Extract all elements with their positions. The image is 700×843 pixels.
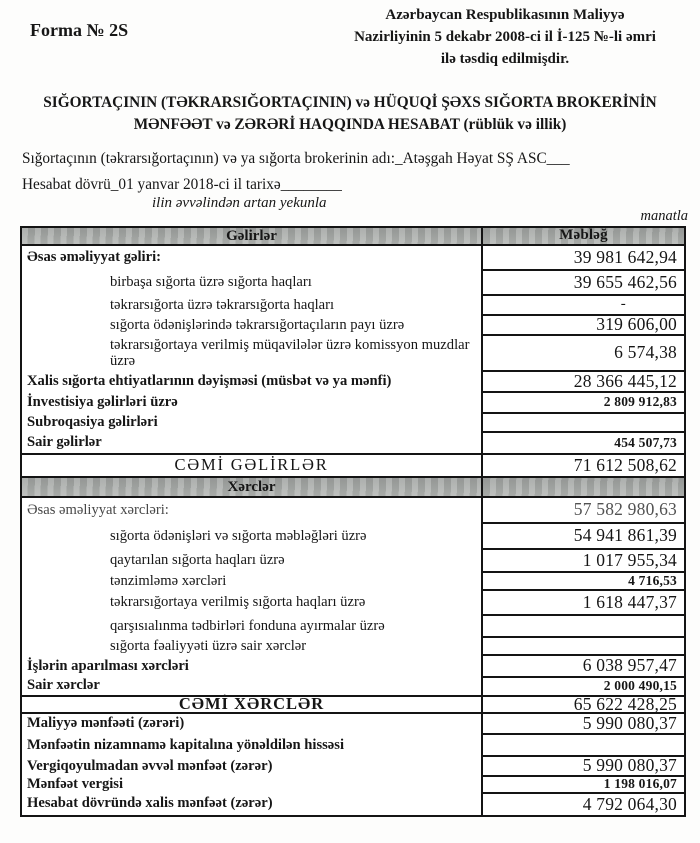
row-value: 454 507,73	[614, 434, 677, 450]
table-row	[22, 616, 684, 638]
table-row	[22, 271, 684, 296]
row-value: 2 000 490,15	[603, 678, 677, 694]
row-label: Mənfəət vergisi	[22, 777, 483, 794]
approval-line-3: ilə təsdiq edilmişdir.	[440, 50, 570, 67]
row-label: CƏMİ GƏLİRLƏR	[22, 455, 483, 476]
row-label: təkrarsığortaya verilmiş sığorta haqları üzrə	[22, 591, 483, 616]
row-label: Maliyyə mənfəəti (zərəri)	[22, 714, 483, 735]
row-label: Hesabat dövründə xalis mənfəət (zərər)	[22, 794, 483, 815]
amount-column-header: Məbləğ	[559, 227, 608, 244]
total-row	[22, 695, 684, 714]
row-value: 39 981 642,94	[483, 246, 684, 271]
row-label: İnvestisiya gəlirləri üzrə	[22, 393, 483, 414]
report-title-line-1: SIĞORTAÇININ (TƏKRARSIĞORTAÇININ) və HÜQUQİ ŞƏXS SIĞORTA BROKERİNİN	[43, 94, 657, 112]
report-title-line-2: MƏNFƏƏT və ZƏRƏRİ HAQQINDA HESABAT (rüblük və illik)	[133, 116, 567, 134]
row-label: təkrarsığorta üzrə təkrarsığorta haqları	[22, 296, 483, 316]
row-value: 4 716,53	[483, 573, 684, 591]
row-label: Gəlirlər	[22, 228, 483, 244]
table-row	[22, 336, 684, 372]
row-label: sığorta fəaliyyəti üzrə sair xərclər	[22, 638, 483, 656]
currency-note: manatla	[640, 207, 688, 224]
table-row	[22, 573, 684, 591]
row-label: təkrarsığortaya verilmiş müqavilələr üzrə komissyon muzdlar üzrə	[22, 336, 483, 372]
row-value: 28 366 445,12	[483, 372, 684, 393]
table-row	[22, 714, 684, 735]
table-row	[22, 246, 684, 271]
row-value: 4 792 064,30	[582, 793, 677, 814]
row-label: Mənfəətin nizamnamə kapitalına yönəldilən hissəsi	[22, 735, 483, 757]
form-number: Forma № 2S	[30, 20, 129, 40]
report-title	[0, 92, 700, 136]
row-value: 319 606,00	[483, 316, 684, 336]
approval-line-2: Nazirliyinin 5 dekabr 2008-ci il İ-125 №-li əmri	[354, 28, 656, 45]
section-header-row	[22, 478, 684, 498]
table-row	[22, 638, 684, 656]
report-table	[20, 226, 686, 817]
row-label: tənzimləmə xərcləri	[22, 573, 483, 591]
table-row	[22, 296, 684, 316]
row-value: 39 655 462,56	[483, 271, 684, 296]
table-row	[22, 316, 684, 336]
table-row	[22, 393, 684, 414]
row-value	[483, 735, 684, 757]
row-value: 5 990 080,37	[483, 714, 684, 735]
table-row	[22, 678, 684, 695]
row-value: 65 622 428,25	[573, 693, 677, 714]
page-header	[0, 0, 700, 70]
row-value: 6 574,38	[483, 336, 684, 372]
row-label: İşlərin aparılması xərcləri	[22, 656, 483, 678]
row-value: 6 038 957,47	[483, 656, 684, 678]
cumulative-note: ilin əvvəlindən artan yekunla	[152, 194, 327, 211]
column-header-row	[22, 228, 684, 246]
table-row	[22, 777, 684, 794]
table-row	[22, 656, 684, 678]
table-row	[22, 433, 684, 453]
approval-line-1: Azərbaycan Respublikasının Maliyyə	[385, 7, 625, 23]
row-value	[483, 616, 684, 638]
row-value: 54 941 861,39	[483, 524, 684, 550]
row-value: 5 990 080,37	[483, 757, 684, 777]
row-value: 1 017 955,34	[483, 550, 684, 573]
row-value: 1 198 016,07	[483, 777, 684, 794]
row-value	[483, 414, 684, 433]
row-value: 57 582 980,63	[483, 498, 684, 524]
table-row	[22, 414, 684, 433]
row-value	[483, 638, 684, 656]
table-row	[22, 550, 684, 573]
row-label: Subroqasiya gəlirləri	[22, 414, 483, 433]
row-value: 2 809 912,83	[483, 393, 684, 414]
table-row	[22, 735, 684, 757]
insurer-name-line: Sığortaçının (təkrarsığortaçının) və ya sığorta brokerinin adı:_Atəşgah Həyat SŞ ASC___	[22, 149, 570, 167]
approval-note	[314, 5, 696, 70]
table-row	[22, 794, 684, 815]
table-row	[22, 524, 684, 550]
report-period-line: Hesabat dövrü_01 yanvar 2018-ci il tarixə________	[22, 175, 342, 193]
table-row	[22, 591, 684, 616]
row-label: sığorta ödənişlərində təkrarsığortaçıların payı üzrə	[22, 316, 483, 336]
row-label: Vergiqoyulmadan əvvəl mənfəət (zərər)	[22, 757, 483, 777]
table-row	[22, 757, 684, 777]
row-value	[483, 478, 684, 496]
row-value: 1 618 447,37	[483, 591, 684, 616]
row-label: Əsas əməliyyat gəliri:	[22, 246, 483, 271]
table-row	[22, 498, 684, 524]
row-label: CƏMİ XƏRCLƏR	[22, 697, 483, 712]
row-label: Sair gəlirlər	[22, 433, 483, 453]
row-label: Sair xərclər	[22, 678, 483, 695]
row-label: sığorta ödənişləri və sığorta məbləğləri üzrə	[22, 524, 483, 550]
row-label: birbaşa sığorta üzrə sığorta haqları	[22, 271, 483, 296]
row-label: Xalis sığorta ehtiyatlarının dəyişməsi (müsbət və ya mənfi)	[22, 372, 483, 393]
total-row	[22, 453, 684, 478]
table-row	[22, 372, 684, 393]
row-label: qaytarılan sığorta haqları üzrə	[22, 550, 483, 573]
section-header-label: Xərclər	[22, 478, 483, 496]
row-label: Əsas əməliyyat xərcləri:	[22, 498, 483, 524]
row-value: -	[483, 296, 684, 316]
row-value: 71 612 508,62	[573, 454, 677, 475]
row-label: qarşısıalınma tədbirləri fonduna ayırmalar üzrə	[22, 616, 483, 638]
